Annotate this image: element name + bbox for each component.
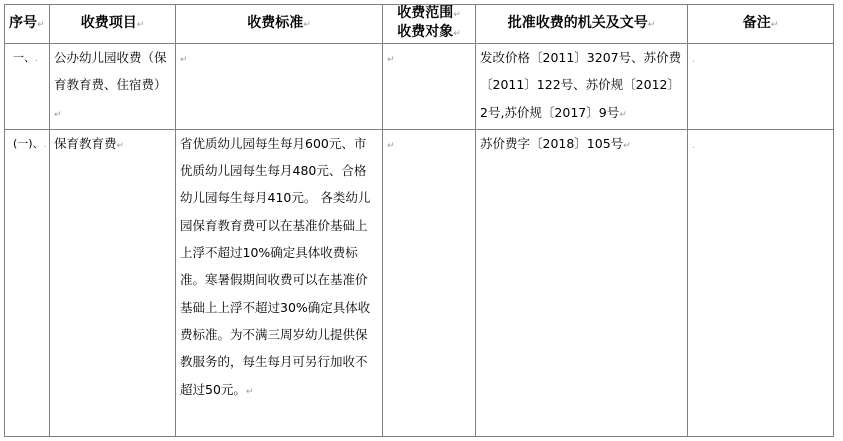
header-row xyxy=(5,5,834,44)
paragraph-mark: ↵ xyxy=(245,386,254,397)
paragraph-mark: ↵ xyxy=(770,19,779,30)
table-row xyxy=(5,44,834,130)
paragraph-mark: ↵ xyxy=(387,55,395,65)
paragraph-mark: ↵ xyxy=(54,109,62,120)
fee-standard xyxy=(176,44,383,130)
paragraph-mark: ↵ xyxy=(116,140,125,151)
header-item: 收费项目↵ xyxy=(50,5,176,44)
approval-doc: 发改价格〔2011〕3207号、苏价费〔2011〕122号、苏价规〔2012〕2号,苏价规〔2017〕9号↵ xyxy=(476,44,688,130)
fee-standard: 省优质幼儿园每生每月600元、市优质幼儿园每生每月480元、合格幼儿园每生每月410元。 各类幼儿园保育教育费可以在基准价基础上上浮不超过10%确定具体收费标准。寒暑假期间收费可以在基准价基础上上浮不超过30%确定具体收费标准。为不满三周岁幼儿提供保教服务的，每生每月可另行加收不超过50元。↵ xyxy=(176,129,383,436)
table-row xyxy=(5,129,834,436)
paragraph-mark: ↵ xyxy=(303,19,311,30)
approval-doc: 苏价费字〔2018〕105号↵ xyxy=(476,129,688,436)
paragraph-mark: ↵ xyxy=(619,109,627,120)
fee-note: . xyxy=(688,44,834,130)
row-number: (一)、. xyxy=(5,129,50,436)
paragraph-mark: ↵ xyxy=(37,19,45,30)
header-approval: 批准收费的机关及文号↵ xyxy=(476,5,688,44)
paragraph-mark: ↵ xyxy=(647,19,656,30)
header-note: 备注↵ xyxy=(688,5,834,44)
header-no: 序号↵ xyxy=(5,5,50,44)
header-standard: 收费标准↵ xyxy=(176,5,383,44)
paragraph-mark: ↵ xyxy=(387,140,395,151)
paragraph-mark: ↵ xyxy=(453,10,461,20)
fee-item: 保育教育费↵ xyxy=(50,129,176,436)
fee-item: 公办幼儿园收费（保育教育费、住宿费）↵ xyxy=(50,44,176,130)
paragraph-mark: ↵ xyxy=(180,55,188,65)
row-number: 一、. xyxy=(5,44,50,130)
paragraph-mark: ↵ xyxy=(136,19,145,30)
fee-scope xyxy=(383,44,476,130)
paragraph-mark: ↵ xyxy=(453,29,461,39)
paragraph-mark: ↵ xyxy=(623,140,631,151)
fee-note: . xyxy=(688,129,834,436)
fee-scope xyxy=(383,129,476,436)
header-scope: 收费范围↵ 收费对象↵ xyxy=(383,5,476,44)
fee-table xyxy=(4,4,834,437)
